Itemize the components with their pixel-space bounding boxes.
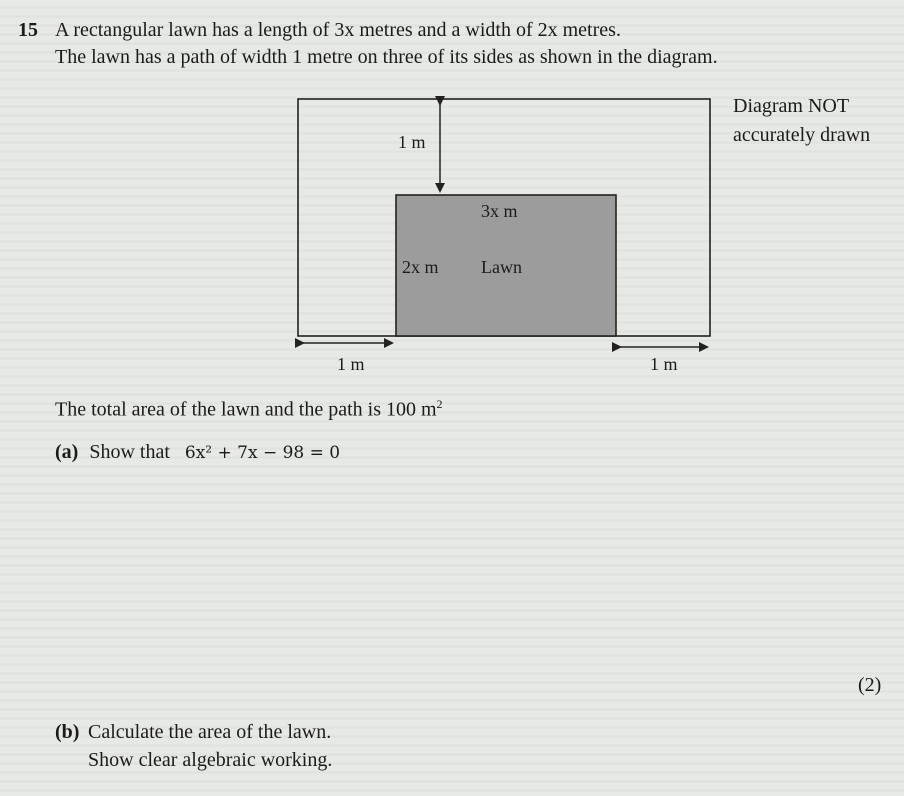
total-area-text: The total area of the lawn and the path is 100 m (55, 398, 437, 421)
diagram-note-line-2: accurately drawn (733, 124, 871, 146)
lawn-width-label: 2x m (402, 257, 439, 277)
part-a-marks: (2) (858, 674, 882, 696)
question-number: 15 (18, 19, 38, 41)
question-line-1: A rectangular lawn has a length of 3x metres and a width of 2x metres. (55, 19, 621, 41)
left-path-label: 1 m (337, 354, 365, 374)
diagram-note-line-1: Diagram NOT (733, 95, 850, 117)
part-a-label: (a) (55, 441, 79, 463)
right-path-label: 1 m (650, 354, 678, 374)
top-path-label: 1 m (398, 132, 426, 152)
part-b-line-2: Show clear algebraic working. (88, 749, 333, 771)
area-unit-superscript: 2 (436, 397, 443, 411)
part-a (55, 442, 340, 462)
question-line-2: The lawn has a path of width 1 metre on three of its sides as shown in the diagram. (55, 46, 718, 68)
part-b-label: (b) (55, 721, 80, 743)
part-a-prompt: Show that (89, 441, 170, 463)
total-area-statement (55, 398, 443, 420)
lawn-length-label: 3x m (481, 201, 518, 221)
lawn-label: Lawn (481, 257, 522, 277)
part-b-line-1: Calculate the area of the lawn. (88, 721, 332, 743)
part-a-equation: 6x² + 7x − 98 = 0 (184, 443, 341, 463)
